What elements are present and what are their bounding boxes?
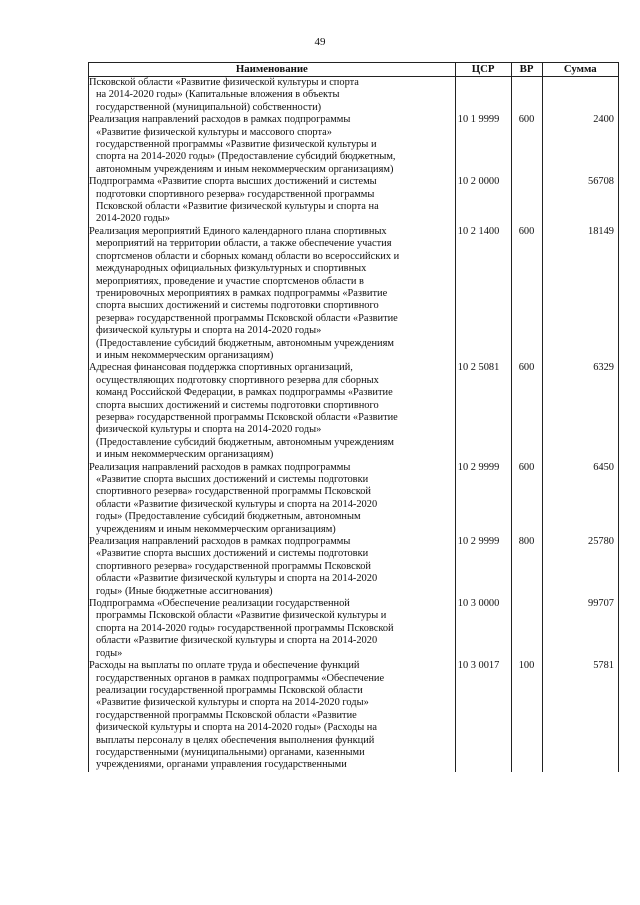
row-vr: 600 [511, 362, 542, 461]
row-name [89, 660, 456, 772]
row-csr: 10 3 0000 [455, 598, 511, 660]
table-row [89, 598, 619, 660]
row-name-line: государственными (муниципальными) органами, казенными [96, 746, 365, 758]
table-header-row [89, 63, 619, 77]
table-row [89, 362, 619, 461]
row-name-line: физической культуры и спорта на 2014-2020 годы» (Расходы на [96, 722, 377, 734]
table-row [89, 114, 619, 176]
row-name-line: Расходы на выплаты по оплате труда и обеспечение функций [89, 660, 360, 672]
row-name-line: «Развитие спорта высших достижений и системы подготовки [96, 548, 369, 560]
row-name-line: автономным учреждениям и иным некоммерческим организациям) [96, 163, 394, 175]
row-sum: 2400 [542, 114, 618, 176]
row-name [89, 77, 456, 115]
row-name-line: спорта высших достижений и системы подготовки спортивного [96, 300, 379, 312]
row-csr: 10 2 9999 [455, 462, 511, 536]
row-csr: 10 3 0017 [455, 660, 511, 772]
row-name-line: (Предоставление субсидий бюджетным, автономным учреждениям [96, 436, 394, 448]
row-name-line: государственных органов в рамках подпрограммы «Обеспечение [96, 672, 385, 684]
row-name-line: резерва» государственной программы Псковской области «Развитие [96, 411, 398, 423]
row-name-line: спорта высших достижений и системы подготовки спортивного [96, 399, 379, 411]
row-name-line: Реализация направлений расходов в рамках подпрограммы [89, 536, 351, 548]
row-name [89, 462, 456, 536]
row-name-line: государственной (муниципальной) собственности) [96, 101, 322, 113]
row-name-line: годы» (Иные бюджетные ассигнования) [96, 585, 273, 597]
row-vr: 100 [511, 660, 542, 772]
table-row [89, 660, 619, 772]
row-name [89, 536, 456, 598]
row-sum: 99707 [542, 598, 618, 660]
row-name-line: на 2014-2020 годы» (Капитальные вложения в объекты [96, 89, 340, 101]
row-sum [542, 77, 618, 115]
row-name-line: спорта на 2014-2020 годы» государственной программы Псковской [96, 622, 394, 634]
row-name-line: и иным некоммерческим организациям) [96, 349, 274, 361]
row-name-line: Реализация мероприятий Единого календарного плана спортивных [89, 225, 387, 237]
row-name-line: (Предоставление субсидий бюджетным, автономным учреждениям [96, 337, 394, 349]
row-sum: 6450 [542, 462, 618, 536]
row-csr: 10 2 0000 [455, 176, 511, 226]
row-vr: 600 [511, 226, 542, 362]
row-csr: 10 2 5081 [455, 362, 511, 461]
row-name-line: спорта на 2014-2020 годы» (Предоставление субсидий бюджетным, [96, 151, 396, 163]
row-sum: 5781 [542, 660, 618, 772]
row-vr [511, 176, 542, 226]
row-name-line: Реализация направлений расходов в рамках подпрограммы [89, 114, 351, 126]
row-name-line: области «Развитие физической культуры и спорта на 2014-2020 [96, 573, 378, 585]
table-row [89, 462, 619, 536]
row-name-line: области «Развитие физической культуры и спорта на 2014-2020 [96, 498, 378, 510]
row-name-line: учреждениям и иным некоммерческим организациям) [96, 523, 336, 535]
row-name-line: команд Российской Федерации, в рамках подпрограммы «Развитие [96, 387, 393, 399]
row-name-line: международных официальных физкультурных и спортивных [96, 263, 367, 275]
row-name-line: спортивного резерва» государственной программы Псковской [96, 486, 371, 498]
row-name-line: годы» (Предоставление субсидий бюджетным, автономным [96, 511, 361, 523]
row-name-line: Реализация направлений расходов в рамках подпрограммы [89, 461, 351, 473]
row-name-line: тренировочных мероприятиях в рамках подпрограммы «Развитие [96, 287, 388, 299]
row-name-line: осуществляющих подготовку спортивного резерва для сборных [96, 374, 379, 386]
row-name-line: и иным некоммерческим организациям) [96, 449, 274, 461]
row-name-line: «Развитие спорта высших достижений и системы подготовки [96, 474, 369, 485]
row-name-line: резерва» государственной программы Псковской области «Развитие [96, 312, 398, 324]
row-name-line: государственной программы Псковской области «Развитие [96, 709, 357, 721]
row-name-line: выплаты персоналу в целях обеспечения выполнения функций [96, 734, 375, 746]
row-csr: 10 1 9999 [455, 114, 511, 176]
row-name-line: Подпрограмма «Обеспечение реализации государственной [89, 598, 350, 610]
row-name [89, 176, 456, 226]
row-name-line: реализации государственной программы Псковской области [96, 684, 363, 696]
row-name-line: Псковской области «Развитие физической культуры и спорта на [96, 201, 379, 213]
row-name-line: программы Псковской области «Развитие физической культуры и [96, 610, 387, 622]
row-name-line: 2014-2020 годы» [96, 213, 170, 225]
row-name-line: подготовки спортивного резерва» государственной программы [96, 188, 375, 200]
header-name: Наименование [89, 63, 456, 77]
row-name-line: «Развитие физической культуры и спорта на 2014-2020 годы» [96, 697, 369, 709]
row-name-line: физической культуры и спорта на 2014-2020 годы» [96, 325, 322, 337]
row-vr: 800 [511, 536, 542, 598]
row-name-line: мероприятий на территории области, а также обеспечение участия [96, 238, 392, 250]
row-vr: 600 [511, 114, 542, 176]
row-name-line: физической культуры и спорта на 2014-2020 годы» [96, 424, 322, 436]
row-name-line: учреждениями, органами управления государственными [96, 759, 347, 771]
row-name-line: «Развитие физической культуры и массового спорта» [96, 126, 332, 138]
page-number: 49 [314, 36, 326, 48]
row-name-line: спортивного резерва» государственной программы Псковской [96, 560, 371, 572]
row-vr [511, 77, 542, 115]
row-vr: 600 [511, 462, 542, 536]
row-name-line: Подпрограмма «Развитие спорта высших достижений и системы [89, 176, 377, 188]
row-name [89, 114, 456, 176]
row-name [89, 362, 456, 461]
row-sum: 56708 [542, 176, 618, 226]
table-row [89, 536, 619, 598]
header-sum: Сумма [542, 63, 618, 77]
row-name-line: мероприятиях, проведение и участие спортсменов области в [96, 275, 364, 287]
row-name-line: государственной программы «Развитие физической культуры и [96, 139, 377, 151]
row-sum: 6329 [542, 362, 618, 461]
row-name-line: годы» [96, 647, 123, 659]
row-vr [511, 598, 542, 660]
table-row [89, 176, 619, 226]
row-name [89, 226, 456, 362]
row-sum: 18149 [542, 226, 618, 362]
header-vr: ВР [511, 63, 542, 77]
row-csr: 10 2 9999 [455, 536, 511, 598]
table-row [89, 77, 619, 115]
row-name-line: Адресная финансовая поддержка спортивных организаций, [89, 362, 353, 374]
header-csr: ЦСР [455, 63, 511, 77]
budget-table [88, 62, 619, 772]
row-name-line: области «Развитие физической культуры и спорта на 2014-2020 [96, 635, 378, 647]
row-csr [455, 77, 511, 115]
row-name [89, 598, 456, 660]
row-csr: 10 2 1400 [455, 226, 511, 362]
row-name-line: спортсменов области и сборных команд области во всероссийских и [96, 250, 400, 262]
row-name-line: Псковской области «Развитие физической культуры и спорта [89, 77, 359, 88]
table-row [89, 226, 619, 362]
row-sum: 25780 [542, 536, 618, 598]
